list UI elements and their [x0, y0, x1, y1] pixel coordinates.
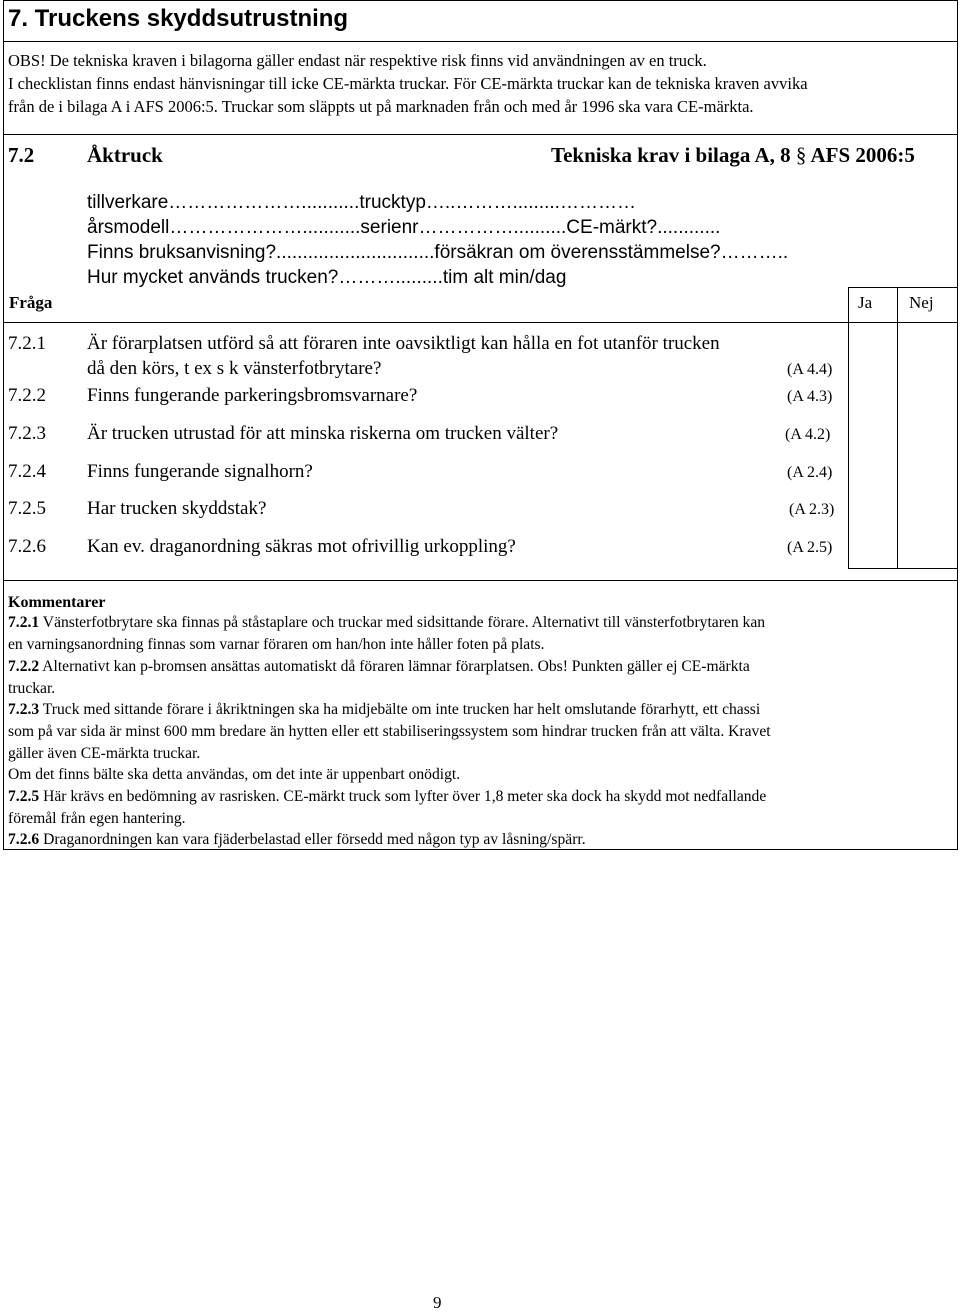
question-reference: (A 4.3)	[787, 388, 833, 405]
comment-line: en varningsanordning finnas som varnar föraren om han/hon inte håller foten på plats.	[8, 636, 545, 653]
section-number: 7.2	[8, 143, 35, 167]
requirement-text: Tekniska krav i bilaga A, 8	[551, 143, 791, 167]
comment-line: 7.2.1 Vänsterfotbrytare ska finnas på ståstaplare och truckar med sidsittande förare. Alternativt till vänsterfotbrytaren kan	[8, 614, 766, 631]
comment-line: 7.2.5 Här krävs en bedömning av rasrisken. CE-märkt truck som lyfter över 1,8 meter ska dock ha skydd mot nedfallande	[8, 788, 767, 805]
page-number: 9	[433, 1293, 442, 1312]
section-name: Åktruck	[87, 143, 163, 167]
question-reference: (A 2.4)	[787, 464, 833, 481]
divider	[3, 134, 958, 135]
info-line: årsmodell…………………...........serienr……………..........CE-märkt?............	[87, 217, 721, 238]
intro-line: från de i bilaga A i AFS 2006:5. Truckar som släppts ut på marknaden från och med år 1996 ska vara CE-märkta.	[8, 97, 754, 116]
no-answer-column[interactable]	[898, 322, 958, 568]
comment-line: som på var sida är minst 600 mm bredare än hytten eller ett stabiliseringssystem som hindrar trucken från att välta. Kravet	[8, 723, 771, 740]
divider	[3, 322, 958, 323]
divider	[848, 287, 958, 288]
divider	[3, 41, 958, 42]
question-reference: (A 4.2)	[785, 426, 831, 443]
question-reference: (A 2.5)	[787, 539, 833, 556]
question-text: Kan ev. draganordning säkras mot ofrivillig urkoppling?	[87, 536, 516, 557]
yes-answer-column[interactable]	[848, 322, 898, 568]
comment-line: 7.2.2 Alternativt kan p-bromsen ansättas automatiskt då föraren lämnar förarplatsen. Obs! Punkten gäller ej CE-märkta	[8, 658, 750, 675]
question-number: 7.2.4	[8, 461, 46, 482]
question-reference: (A 4.4)	[787, 361, 833, 378]
section-requirement	[551, 143, 915, 168]
intro-line: OBS! De tekniska kraven i bilagorna gäller endast när respektive risk finns vid användningen av en truck.	[8, 51, 707, 70]
question-text: Finns fungerande signalhorn?	[87, 461, 313, 482]
page-title: 7. Truckens skyddsutrustning	[8, 5, 349, 32]
comment-line: 7.2.3 Truck med sittande förare i åkriktningen ska ha midjebälte om inte trucken har helt omslutande förarhytt, ett chassi	[8, 701, 761, 718]
question-number: 7.2.5	[8, 498, 46, 519]
comments-title: Kommentarer	[8, 594, 106, 611]
comment-line: gäller även CE-märkta truckar.	[8, 745, 201, 762]
comment-line: Om det finns bälte ska detta användas, om det inte är uppenbart onödigt.	[8, 766, 461, 783]
question-text: då den körs, t ex s k vänsterfotbrytare?	[87, 358, 382, 379]
question-number: 7.2.2	[8, 385, 46, 406]
divider	[848, 568, 958, 569]
question-number: 7.2.1	[8, 333, 46, 354]
info-line: Hur mycket används trucken?……….........tim alt min/dag	[87, 267, 567, 288]
comment-line: 7.2.6 Draganordningen kan vara fjäderbelastad eller försedd med någon typ av låsning/spärr.	[8, 831, 586, 848]
comment-line: föremål från egen hantering.	[8, 810, 186, 827]
info-line: Finns bruksanvisning?..............................försäkran om överensstämmelse?………..	[87, 242, 789, 263]
question-number: 7.2.3	[8, 423, 46, 444]
question-text: Har trucken skyddstak?	[87, 498, 267, 519]
question-text: Är trucken utrustad för att minska riskerna om trucken välter?	[87, 423, 559, 444]
info-line: tillverkare…………………...........trucktyp…..……….........…………	[87, 192, 636, 213]
requirement-tail: AFS 2006:5	[810, 143, 915, 167]
question-text: Är förarplatsen utförd så att föraren inte oavsiktligt kan hålla en fot utanför trucken	[87, 333, 720, 354]
comment-line: truckar.	[8, 680, 56, 697]
question-reference: (A 2.3)	[789, 501, 835, 518]
intro-line: I checklistan finns endast hänvisningar till icke CE-märkta truckar. För CE-märkta truckar kan de tekniska kraven avvika	[8, 74, 808, 93]
question-text: Finns fungerande parkeringsbromsvarnare?	[87, 385, 418, 406]
yes-column-header: Ja	[858, 293, 873, 312]
question-number: 7.2.6	[8, 536, 46, 557]
divider	[3, 580, 958, 581]
paragraph-icon: §	[795, 143, 807, 167]
no-column-header: Nej	[909, 293, 934, 312]
question-column-header: Fråga	[9, 293, 53, 312]
